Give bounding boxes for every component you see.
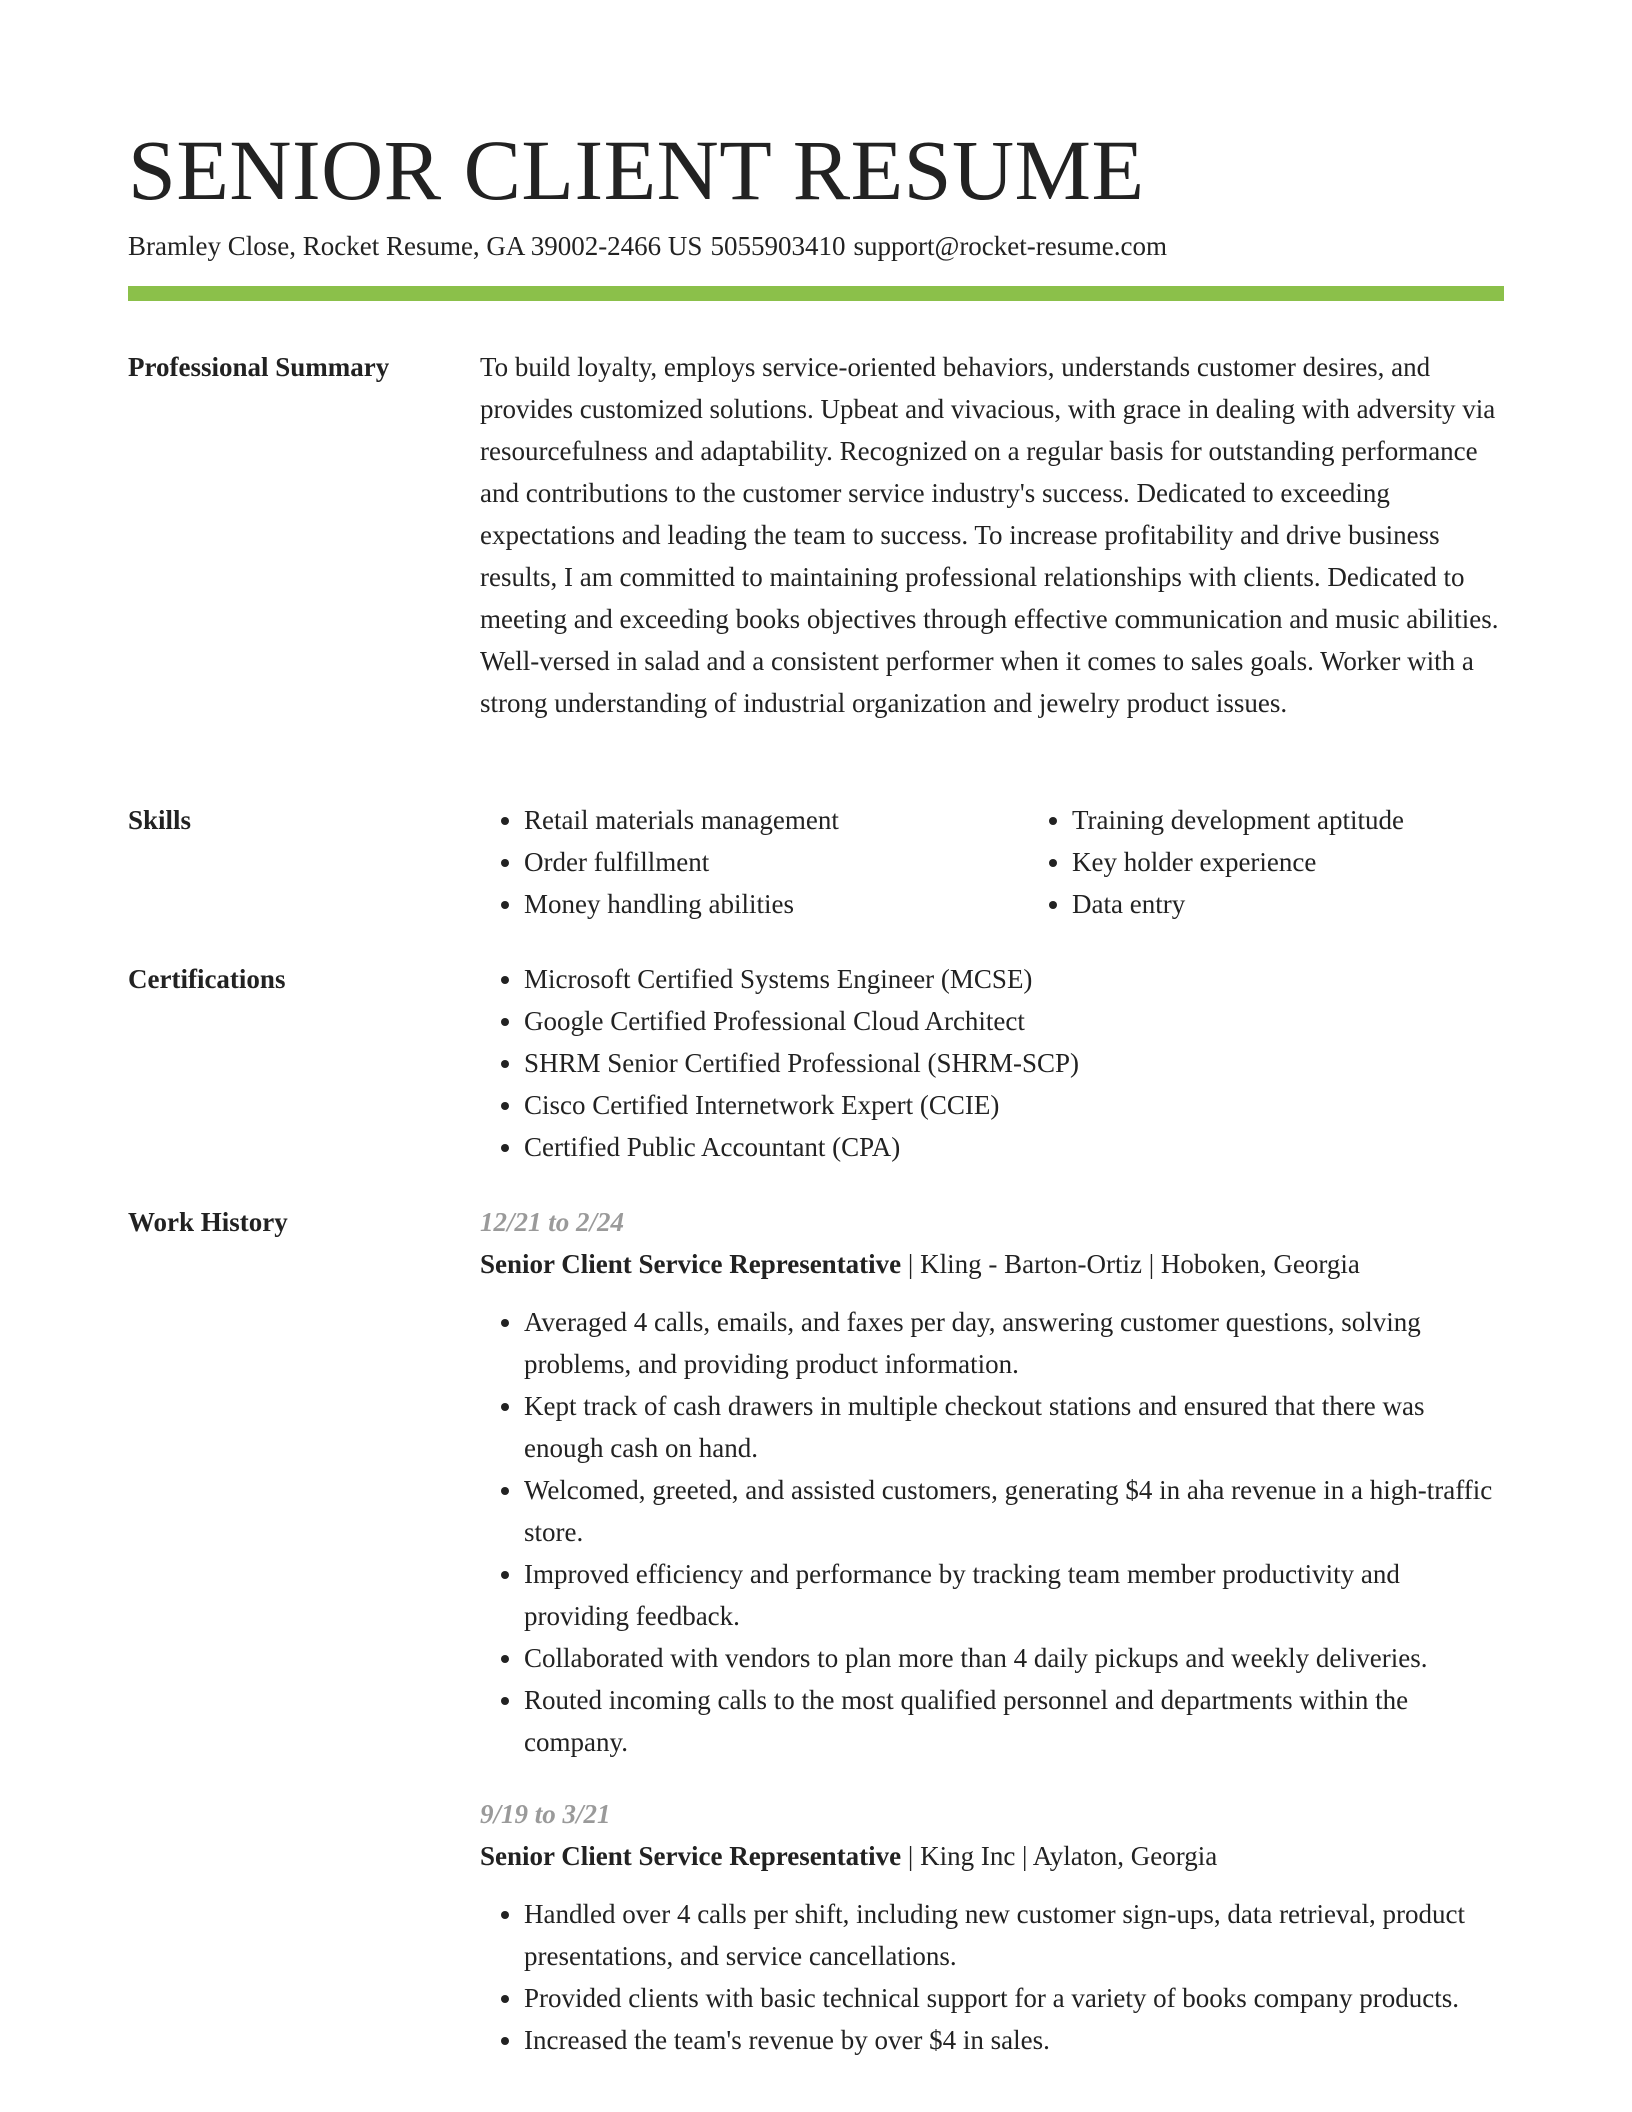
- job-dates: 9/19 to 3/21: [480, 1799, 611, 1829]
- job-title: Senior Client Service Representative: [480, 1841, 902, 1871]
- job-bullet: • Averaged 4 calls, emails, and faxes per day, answering customer questions, solving problems, and providing product information.: [524, 1301, 1504, 1385]
- job-bullet: • Routed incoming calls to the most qualified personnel and departments within the company.: [524, 1679, 1504, 1763]
- skill-item: • Money handling abilities: [524, 883, 1028, 925]
- job-heading: [480, 1835, 1504, 1877]
- certifications-label: Certifications: [128, 964, 286, 994]
- work-history-section: [128, 1201, 1504, 2091]
- job-bullet: • Increased the team's revenue by over $4 in sales.: [524, 2019, 1504, 2061]
- job-title: Senior Client Service Representative: [480, 1249, 902, 1279]
- certification-item: • Microsoft Certified Systems Engineer (MCSE): [524, 958, 1504, 1000]
- skills-list: [480, 799, 1576, 925]
- job-entry: [480, 1793, 1504, 2061]
- certification-item: • Certified Public Accountant (CPA): [524, 1126, 1504, 1168]
- job-bullets: [480, 1893, 1504, 2061]
- contact-line: [128, 228, 1504, 264]
- page-title: SENIOR CLIENT RESUME: [128, 122, 1145, 218]
- certifications-list: [480, 958, 1504, 1168]
- job-bullet: • Handled over 4 calls per shift, including new customer sign-ups, data retrieval, product presentations, and service cancellations.: [524, 1893, 1504, 1977]
- skill-item: • Retail materials management: [524, 799, 1028, 841]
- certification-item: • Google Certified Professional Cloud Architect: [524, 1000, 1504, 1042]
- job-bullet: • Provided clients with basic technical support for a variety of books company products.: [524, 1977, 1504, 2019]
- certifications-section: [128, 958, 1504, 1168]
- job-dates: 12/21 to 2/24: [480, 1207, 625, 1237]
- job-bullet: • Welcomed, greeted, and assisted customers, generating $4 in aha revenue in a high-traffic store.: [524, 1469, 1504, 1553]
- work-history-list: [480, 1201, 1504, 2091]
- job-heading: [480, 1243, 1504, 1285]
- job-bullet: • Collaborated with vendors to plan more than 4 daily pickups and weekly deliveries.: [524, 1637, 1504, 1679]
- skills-label: Skills: [128, 805, 192, 835]
- skill-item: • Training development aptitude: [1072, 799, 1576, 841]
- contact-phone: 5055903410: [710, 231, 846, 261]
- summary-label: Professional Summary: [128, 352, 390, 382]
- summary-section: [128, 346, 1504, 724]
- job-bullet: • Kept track of cash drawers in multiple checkout stations and ensured that there was enough cash on hand.: [524, 1385, 1504, 1469]
- contact-email: support@rocket-resume.com: [853, 231, 1167, 261]
- job-company-location: | King Inc | Aylaton, Georgia: [901, 1841, 1218, 1871]
- summary-text: To build loyalty, employs service-oriented behaviors, understands customer desires, and provides customized solutions. Upbeat and vivacious, with grace in dealing with adversity via resourcefulness and adaptability. Recognized on a regular basis for outstanding performance and contributions to the customer service industry's success. Dedicated to exceeding expectations and leading the team to success. To increase profitability and drive business results, I am committed to maintaining professional relationships with clients. Dedicated to meeting and exceeding books objectives through effective communication and music abilities. Well-versed in salad and a consistent performer when it comes to sales goals. Worker with a strong understanding of industrial organization and jewelry product issues.: [480, 352, 1499, 718]
- certification-item: • Cisco Certified Internetwork Expert (CCIE): [524, 1084, 1504, 1126]
- certification-item: • SHRM Senior Certified Professional (SHRM-SCP): [524, 1042, 1504, 1084]
- skill-item: • Key holder experience: [1072, 841, 1576, 883]
- skill-item: • Order fulfillment: [524, 841, 1028, 883]
- contact-address: Bramley Close, Rocket Resume, GA 39002-2466 US: [128, 231, 703, 261]
- job-company-location: | Kling - Barton-Ortiz | Hoboken, Georgia: [901, 1249, 1360, 1279]
- skill-item: • Data entry: [1072, 883, 1576, 925]
- work-history-label: Work History: [128, 1207, 288, 1237]
- skills-column-left: [480, 799, 1028, 925]
- header-divider: [128, 286, 1504, 301]
- skills-section: [128, 799, 1504, 925]
- resume-header: [128, 120, 1504, 264]
- skills-column-right: [1028, 799, 1576, 925]
- job-entry: [480, 1201, 1504, 1763]
- job-bullets: [480, 1301, 1504, 1763]
- job-bullet: • Improved efficiency and performance by tracking team member productivity and providing feedback.: [524, 1553, 1504, 1637]
